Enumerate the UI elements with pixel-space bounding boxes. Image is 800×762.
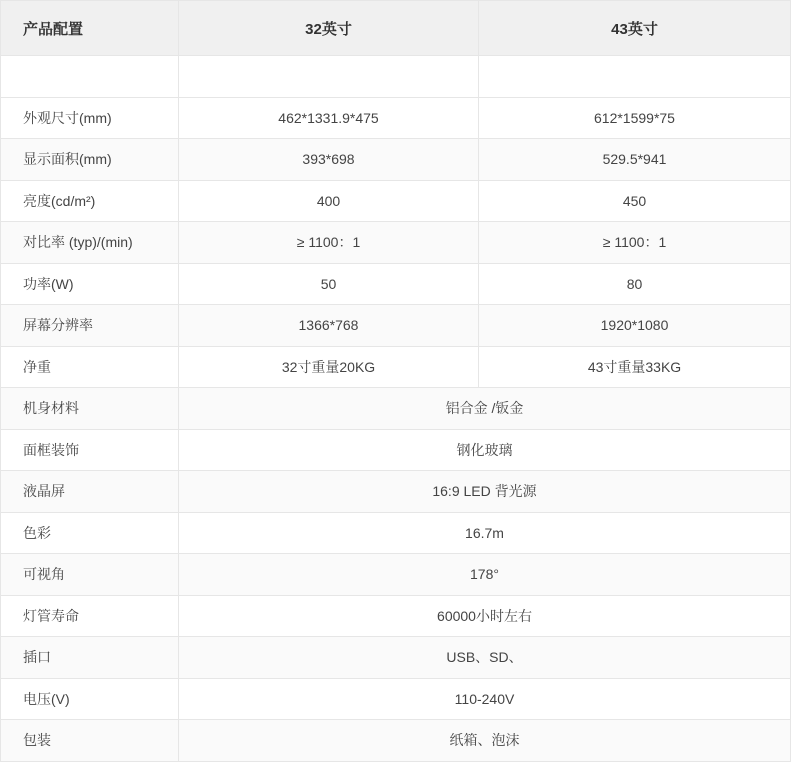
row-label: 亮度(cd/m²) bbox=[1, 180, 179, 222]
header-cell-43inch: 43英寸 bbox=[479, 1, 791, 56]
table-row bbox=[1, 139, 791, 181]
row-label: 插口 bbox=[1, 637, 179, 679]
table-row bbox=[1, 512, 791, 554]
row-label: 对比率 (typ)/(min) bbox=[1, 222, 179, 264]
row-value-shared: 110-240V bbox=[179, 678, 791, 720]
row-label: 灯管寿命 bbox=[1, 595, 179, 637]
table-row bbox=[1, 471, 791, 513]
row-value-shared: 纸箱、泡沫 bbox=[179, 720, 791, 762]
spacer-row bbox=[1, 56, 791, 98]
row-value-shared: 铝合金 /钣金 bbox=[179, 388, 791, 430]
row-value-shared: USB、SD、 bbox=[179, 637, 791, 679]
table-row bbox=[1, 554, 791, 596]
row-label: 包装 bbox=[1, 720, 179, 762]
table-header bbox=[1, 1, 791, 56]
spacer-cell bbox=[179, 56, 479, 98]
row-value-43inch: 43寸重量33KG bbox=[479, 346, 791, 388]
row-value-43inch: 612*1599*75 bbox=[479, 97, 791, 139]
spacer-cell bbox=[479, 56, 791, 98]
table-body bbox=[1, 56, 791, 762]
row-label: 显示面积(mm) bbox=[1, 139, 179, 181]
row-value-32inch: 400 bbox=[179, 180, 479, 222]
row-label: 液晶屏 bbox=[1, 471, 179, 513]
spacer-cell bbox=[1, 56, 179, 98]
row-label: 色彩 bbox=[1, 512, 179, 554]
row-label: 机身材料 bbox=[1, 388, 179, 430]
row-label: 可视角 bbox=[1, 554, 179, 596]
table-row bbox=[1, 720, 791, 762]
row-value-32inch: 393*698 bbox=[179, 139, 479, 181]
row-value-32inch: 462*1331.9*475 bbox=[179, 97, 479, 139]
row-value-32inch: ≥ 1100：1 bbox=[179, 222, 479, 264]
row-label: 功率(W) bbox=[1, 263, 179, 305]
table-row bbox=[1, 222, 791, 264]
table-row bbox=[1, 180, 791, 222]
table-row bbox=[1, 305, 791, 347]
row-label: 电压(V) bbox=[1, 678, 179, 720]
table-row bbox=[1, 388, 791, 430]
row-label: 屏幕分辨率 bbox=[1, 305, 179, 347]
table-row bbox=[1, 678, 791, 720]
row-value-43inch: 1920*1080 bbox=[479, 305, 791, 347]
row-value-32inch: 32寸重量20KG bbox=[179, 346, 479, 388]
row-label: 面框装饰 bbox=[1, 429, 179, 471]
row-value-32inch: 1366*768 bbox=[179, 305, 479, 347]
row-value-shared: 钢化玻璃 bbox=[179, 429, 791, 471]
row-label: 净重 bbox=[1, 346, 179, 388]
table-row bbox=[1, 97, 791, 139]
row-value-shared: 178° bbox=[179, 554, 791, 596]
row-value-43inch: 450 bbox=[479, 180, 791, 222]
table-row bbox=[1, 346, 791, 388]
table-header-row bbox=[1, 1, 791, 56]
row-value-32inch: 50 bbox=[179, 263, 479, 305]
row-value-shared: 16:9 LED 背光源 bbox=[179, 471, 791, 513]
row-value-shared: 16.7m bbox=[179, 512, 791, 554]
row-value-43inch: ≥ 1100：1 bbox=[479, 222, 791, 264]
table-row bbox=[1, 595, 791, 637]
table-row bbox=[1, 429, 791, 471]
header-cell-config: 产品配置 bbox=[1, 1, 179, 56]
row-label: 外观尺寸(mm) bbox=[1, 97, 179, 139]
row-value-shared: 60000小时左右 bbox=[179, 595, 791, 637]
row-value-43inch: 80 bbox=[479, 263, 791, 305]
table-row bbox=[1, 263, 791, 305]
header-cell-32inch: 32英寸 bbox=[179, 1, 479, 56]
row-value-43inch: 529.5*941 bbox=[479, 139, 791, 181]
table-row bbox=[1, 637, 791, 679]
